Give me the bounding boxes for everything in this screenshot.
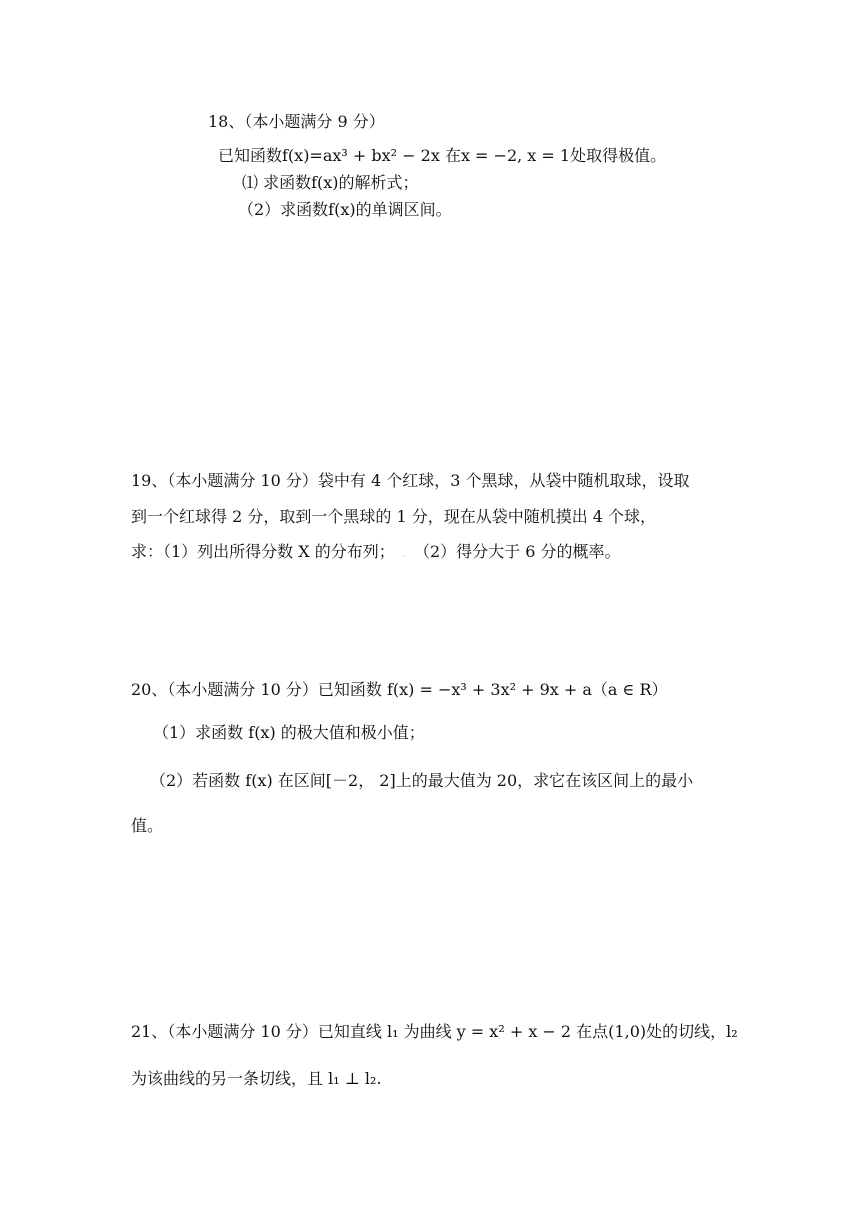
q21-line2: 为该曲线的另一条切线，且 l₁ ⊥ l₂. [131,1069,382,1088]
q19-line1: 19、（本小题满分 10 分）袋中有 4 个红球，3 个黑球，从袋中随机取球，设取 [131,471,690,490]
q20-part2-end: 值。 [131,816,164,835]
q19-line2: 到一个红球得 2 分，取到一个黑球的 1 分，现在从袋中随机摸出 4 个球， [131,507,657,526]
q20-part1: （1）求函数 f(x) 的极大值和极小值； [153,723,425,742]
q18-part2: （2）求函数f(x)的单调区间。 [238,200,452,219]
stray-mark: . [402,549,406,560]
q21-line1: 21、（本小题满分 10 分）已知直线 l₁ 为曲线 y = x² + x − 2 在点(1,0)处的切线，l₂ [131,1022,738,1041]
q18-part1: ⑴ 求函数f(x)的解析式； [242,173,419,192]
q19-part1: 求：（1）列出所得分数 X 的分布列； [131,542,395,561]
q20-line1: 20、（本小题满分 10 分）已知函数 f(x) = −x³ + 3x² + 9x + a（a ∈ R） [131,680,668,699]
q19-part2: （2）得分大于 6 分的概率。 [413,542,621,561]
q20-part2: （2）若函数 f(x) 在区间[－2， 2]上的最大值为 20，求它在该区间上的最小 [150,771,694,790]
q19-line3 [131,541,620,566]
q18-header: 18、（本小题满分 9 分） [208,112,385,131]
q18-stem: 已知函数f(x)=ax³ + bx² − 2x 在x = −2, x = 1处取得极值。 [218,146,667,165]
